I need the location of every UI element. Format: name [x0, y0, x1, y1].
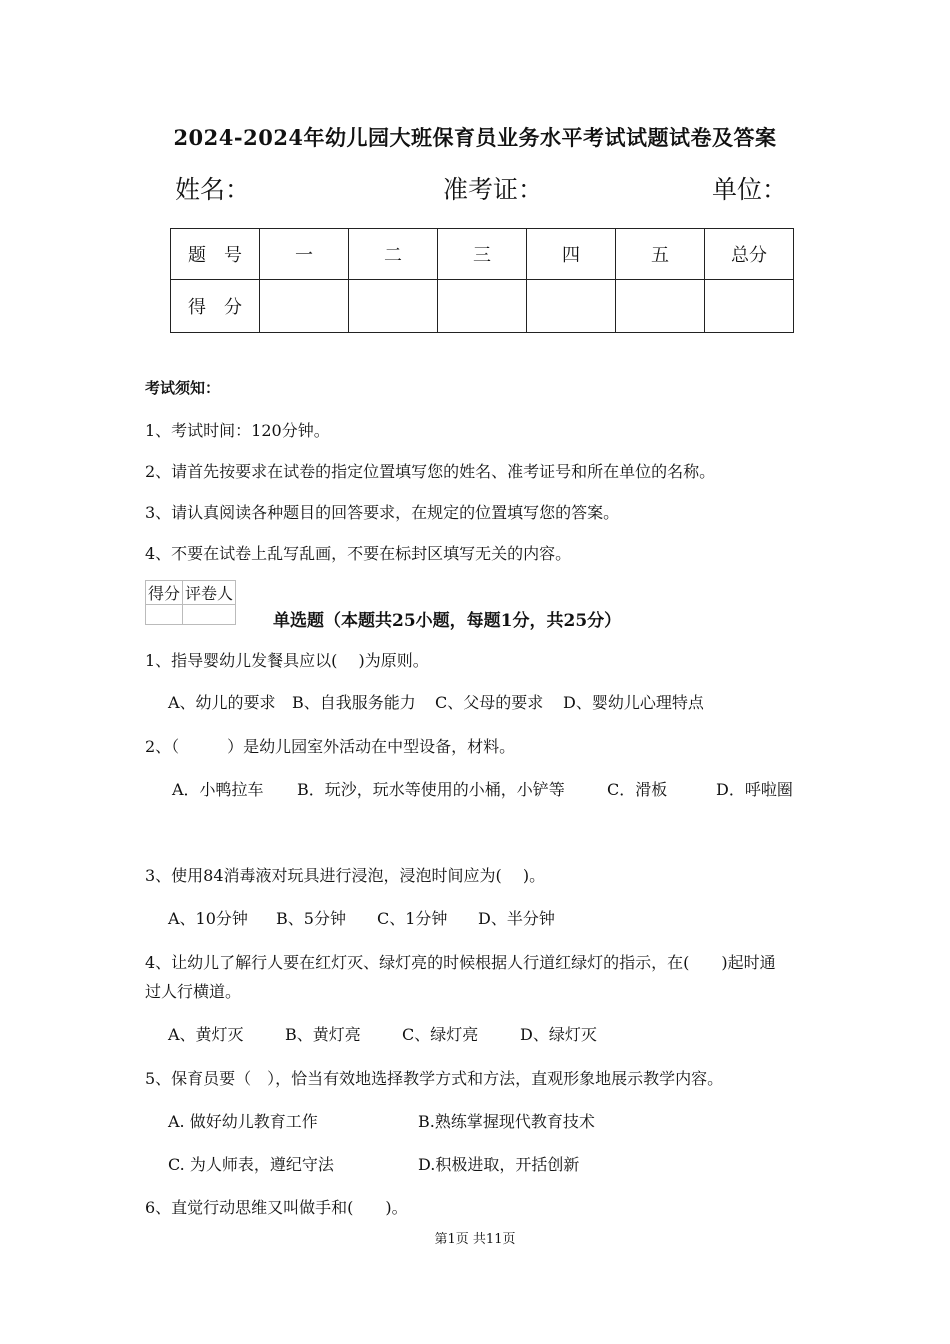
score-cell[interactable]: [349, 280, 438, 333]
score-row-label: 得 分: [171, 280, 260, 333]
question-4-stem: 4、让幼儿了解行人要在红灯灭、绿灯亮的时候根据人行道红绿灯的指示，在( )起时通: [145, 953, 776, 972]
grader-table: [145, 580, 236, 625]
page-footer: 第1页 共11页: [434, 1232, 516, 1247]
q4-option-a[interactable]: A、黄灯灭: [168, 1025, 244, 1044]
score-cell[interactable]: [705, 280, 794, 333]
notice-item: 2、请首先按要求在试卷的指定位置填写您的姓名、准考证号和所在单位的名称。: [145, 462, 716, 481]
q5-option-a[interactable]: A. 做好幼儿教育工作: [168, 1112, 318, 1131]
question-6-stem: 6、直觉行动思维又叫做手和( )。: [145, 1198, 408, 1217]
question-4-stem-cont: 过人行横道。: [145, 982, 242, 1001]
q4-option-b[interactable]: B、黄灯亮: [285, 1025, 361, 1044]
score-header-cell: 三: [438, 229, 527, 280]
section-title: 单选题（本题共25小题，每题1分，共25分）: [273, 611, 622, 631]
q2-option-b[interactable]: B．玩沙，玩水等使用的小桶，小铲等: [297, 780, 565, 799]
score-table: [170, 228, 794, 333]
exam-id-label: 准考证：: [443, 175, 544, 204]
score-header-cell: 总分: [705, 229, 794, 280]
q3-option-b[interactable]: B、5分钟: [276, 909, 346, 928]
score-header-cell: 二: [349, 229, 438, 280]
q2-option-a[interactable]: A．小鸭拉车: [172, 780, 264, 799]
q3-option-d[interactable]: D、半分钟: [478, 909, 555, 928]
grader-label: 评卷人: [183, 581, 236, 605]
q5-option-c[interactable]: C. 为人师表，遵纪守法: [168, 1155, 334, 1174]
notice-heading: 考试须知：: [145, 379, 221, 397]
q1-option-c[interactable]: C、父母的要求: [435, 693, 544, 712]
score-cell[interactable]: [527, 280, 616, 333]
score-cell[interactable]: [260, 280, 349, 333]
q1-option-d[interactable]: D、婴幼儿心理特点: [563, 693, 704, 712]
score-cell[interactable]: [616, 280, 705, 333]
notice-item: 1、考试时间：120分钟。: [145, 421, 330, 440]
score-header-cell: 四: [527, 229, 616, 280]
q4-option-c[interactable]: C、绿灯亮: [402, 1025, 479, 1044]
q3-option-a[interactable]: A、10分钟: [168, 909, 248, 928]
score-header-cell: 一: [260, 229, 349, 280]
question-3-stem: 3、使用84消毒液对玩具进行浸泡，浸泡时间应为( )。: [145, 866, 546, 885]
question-2-stem: 2、（ ）是幼儿园室外活动在中型设备，材料。: [145, 737, 516, 756]
question-1-stem: 1、指导婴幼儿发餐具应以( )为原则。: [145, 651, 429, 670]
score-header-cell: 题 号: [171, 229, 260, 280]
q1-option-a[interactable]: A、幼儿的要求: [168, 693, 276, 712]
q2-option-d[interactable]: D．呼啦圈: [716, 780, 793, 799]
document-title: 2024-2024年幼儿园大班保育员业务水平考试试题试卷及答案: [173, 125, 777, 150]
name-label: 姓名：: [175, 175, 251, 204]
grader-score-cell[interactable]: [146, 605, 183, 625]
notice-item: 4、不要在试卷上乱写乱画，不要在标封区填写无关的内容。: [145, 544, 572, 563]
q2-option-c[interactable]: C．滑板: [607, 780, 668, 799]
notice-item: 3、请认真阅读各种题目的回答要求，在规定的位置填写您的答案。: [145, 503, 620, 522]
q5-option-b[interactable]: B.熟练掌握现代教育技术: [418, 1112, 595, 1131]
q4-option-d[interactable]: D、绿灯灭: [520, 1025, 597, 1044]
score-header-cell: 五: [616, 229, 705, 280]
q5-option-d[interactable]: D.积极进取，开括创新: [418, 1155, 580, 1174]
grader-name-cell[interactable]: [183, 605, 236, 625]
question-5-stem: 5、保育员要（ ），恰当有效地选择教学方式和方法，直观形象地展示教学内容。: [145, 1069, 724, 1088]
score-cell[interactable]: [438, 280, 527, 333]
unit-label: 单位：: [712, 175, 788, 204]
grader-score-label: 得分: [146, 581, 183, 605]
q3-option-c[interactable]: C、1分钟: [377, 909, 448, 928]
q1-option-b[interactable]: B、自我服务能力: [292, 693, 416, 712]
